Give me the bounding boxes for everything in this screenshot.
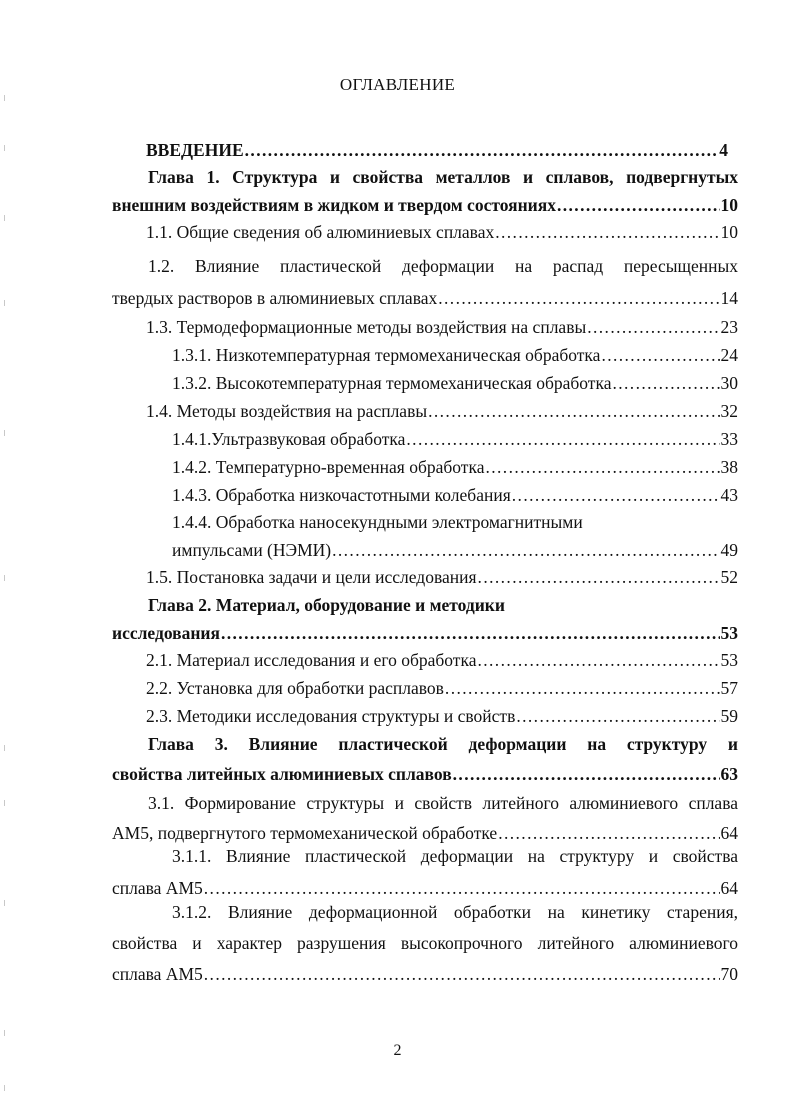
toc-label-line1: 3.1. Формирование структуры и свойств литейного алюминиевого сплава [148, 793, 738, 813]
toc-page: 49 [720, 540, 738, 560]
scan-mark [4, 215, 8, 221]
toc-page: 52 [720, 567, 738, 587]
toc-page: 70 [720, 964, 738, 984]
toc-label: 1.4.1.Ультразвуковая обработка [172, 429, 406, 449]
toc-entry-3-1-2 [112, 897, 738, 990]
toc-leader [512, 481, 720, 509]
toc-leader [478, 563, 720, 591]
toc-entry-2-1 [146, 646, 738, 674]
toc-leader [557, 191, 720, 219]
toc-label: 1.1. Общие сведения об алюминиевых сплавах [146, 222, 495, 242]
toc-leader [495, 218, 719, 246]
toc-page: 63 [720, 764, 738, 784]
toc-leader [221, 619, 720, 647]
scan-mark [4, 900, 8, 906]
page-number: 2 [393, 1042, 402, 1059]
toc-leader [438, 282, 719, 314]
toc-label: 1.4.2. Температурно-временная обработка [172, 457, 485, 477]
toc-page: 30 [720, 373, 738, 393]
toc-label: 1.4. Методы воздействия на расплавы [146, 401, 428, 421]
toc-label-line1: 3.1.2. Влияние деформационной обработки на кинетику старения, [172, 902, 738, 922]
toc-label: свойства литейных алюминиевых сплавов [112, 764, 452, 784]
toc-page: 23 [720, 317, 738, 337]
toc-page: 24 [720, 345, 738, 365]
toc-label-line2: свойства и характер разрушения высокопрочного литейного алюминиевого [112, 933, 738, 953]
scan-mark [4, 1030, 8, 1036]
toc-leader [245, 136, 719, 164]
toc-label: сплава АМ5 [112, 964, 203, 984]
toc-page: 10 [720, 195, 738, 215]
toc-page: 57 [720, 678, 738, 698]
toc-entry-1-3-2 [172, 369, 738, 397]
toc-label: 2.3. Методики исследования структуры и свойств [146, 706, 516, 726]
toc-label: импульсами (НЭМИ) [172, 540, 332, 560]
scan-mark [4, 145, 8, 151]
toc-label: внешним воздействиям в жидком и твердом состояниях [112, 195, 556, 215]
toc-label-line1: Глава 2. Материал, оборудование и методики [148, 595, 505, 615]
toc-entry-1-4 [146, 397, 738, 425]
toc-label-line1: 1.4.4. Обработка наносекундными электромагнитными [172, 512, 583, 532]
toc-leader [453, 759, 720, 789]
toc-label: 1.4.3. Обработка низкочастотными колебания [172, 485, 511, 505]
toc-page: 4 [719, 140, 728, 160]
toc-label: твердых растворов в алюминиевых сплавах [112, 288, 438, 308]
toc-entry-1-4-2 [172, 453, 738, 481]
toc-page: 64 [720, 823, 738, 843]
toc-page: 53 [720, 623, 738, 643]
toc-leader [445, 674, 720, 702]
toc-label: ВВЕДЕНИЕ [146, 140, 244, 160]
toc-label: 1.3.2. Высокотемпературная термомеханическая обработка [172, 373, 612, 393]
toc-label: исследования [112, 623, 220, 643]
toc-page: 59 [720, 706, 738, 726]
toc-entry-1-5 [146, 563, 738, 591]
toc-leader [485, 453, 719, 481]
toc-page: 10 [720, 222, 738, 242]
scan-mark [4, 575, 8, 581]
scan-mark [4, 300, 8, 306]
toc-page: 33 [720, 429, 738, 449]
toc-entry-1-3 [146, 313, 738, 341]
toc-leader [612, 369, 719, 397]
toc-label: 2.2. Установка для обработки расплавов [146, 678, 444, 698]
toc-label-line1: 1.2. Влияние пластической деформации на распад пересыщенных [148, 256, 738, 276]
toc-page: 64 [720, 878, 738, 898]
toc-leader [332, 536, 719, 564]
scan-mark [4, 430, 8, 436]
toc-entry-chapter-2 [112, 591, 738, 647]
scan-mark [4, 1085, 8, 1091]
scan-mark [4, 745, 8, 751]
toc-entry-chapter-1 [112, 163, 738, 219]
toc-leader [477, 646, 719, 674]
scan-mark [4, 800, 8, 806]
toc-label-line1: Глава 3. Влияние пластической деформации на структуру и [148, 734, 738, 754]
toc-entry-3-1 [112, 788, 738, 848]
toc-page: 43 [720, 485, 738, 505]
toc-entry-2-2 [146, 674, 738, 702]
toc-entry-1-4-3 [172, 481, 738, 509]
toc-label-line1: 3.1.1. Влияние пластической деформации на структуру и свойства [172, 846, 738, 866]
toc-entry-3-1-1 [112, 840, 738, 904]
toc-label-line1: Глава 1. Структура и свойства металлов и сплавов, подвергнутых [148, 167, 738, 187]
toc-label: 1.3. Термодеформационные методы воздействия на сплавы [146, 317, 587, 337]
page-title: ОГЛАВЛЕНИЕ [339, 75, 456, 94]
toc-entry-1-4-4 [172, 508, 738, 564]
toc-leader [601, 341, 719, 369]
toc-page: 14 [720, 288, 738, 308]
toc-leader [516, 702, 719, 730]
toc-page: 53 [720, 650, 738, 670]
toc-entry-1-4-1 [172, 425, 738, 453]
toc-page: 38 [720, 457, 738, 477]
toc-entry-1-2 [112, 250, 738, 314]
toc-entry-2-3 [146, 702, 738, 730]
toc-page: 32 [720, 401, 738, 421]
toc-entry-chapter-3 [112, 729, 738, 789]
scan-mark [4, 95, 8, 101]
toc-leader [406, 425, 719, 453]
toc-entry-1-1 [146, 218, 738, 246]
toc-label: АМ5, подвергнутого термомеханической обработке [112, 823, 498, 843]
toc-leader [587, 313, 719, 341]
toc-entry-1-3-1 [172, 341, 738, 369]
toc-label: 1.5. Постановка задачи и цели исследования [146, 567, 477, 587]
toc-label: 1.3.1. Низкотемпературная термомеханическая обработка [172, 345, 601, 365]
toc-leader [428, 397, 719, 425]
toc-entry-introduction [146, 136, 728, 164]
toc-label: сплава АМ5 [112, 878, 203, 898]
toc-label: 2.1. Материал исследования и его обработка [146, 650, 477, 670]
toc-leader [204, 959, 720, 990]
